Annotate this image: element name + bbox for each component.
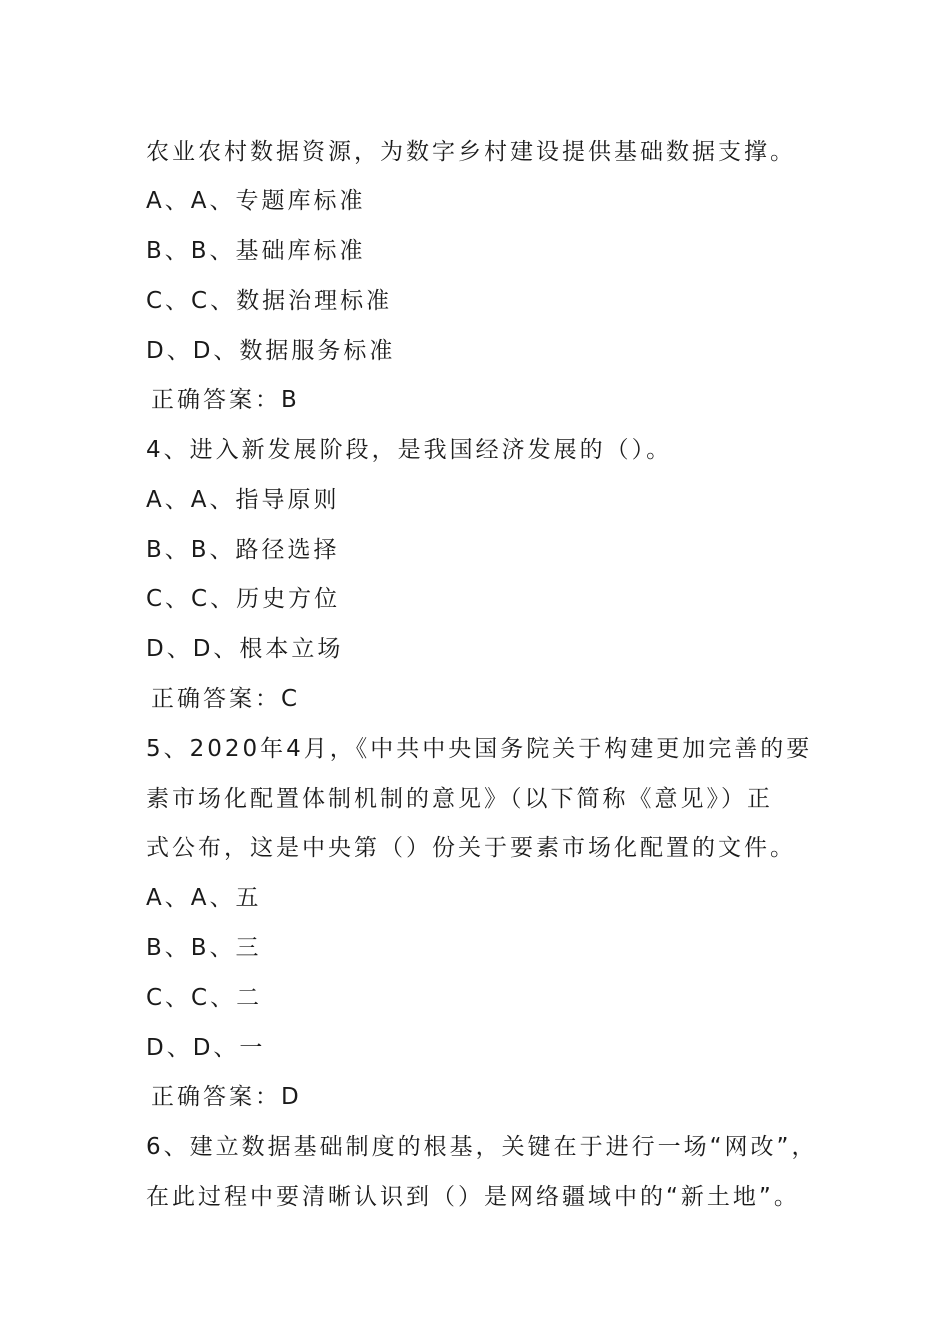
question-line: 式公布，这是中央第（）份关于要素市场化配置的文件。	[146, 835, 796, 861]
option-line: B、B、三	[146, 935, 262, 961]
option-line: B、B、路径选择	[146, 537, 340, 563]
option-line: D、D、一	[146, 1035, 266, 1061]
option-line: A、A、指导原则	[146, 487, 340, 513]
option-line: B、B、基础库标准	[146, 238, 366, 264]
option-line: C、C、数据治理标准	[146, 288, 393, 314]
question-line: 6、建立数据基础制度的根基，关键在于进行一场“网改”，	[146, 1134, 818, 1160]
question-line: 素市场化配置体制机制的意见》（以下简称《意见》）正	[146, 786, 773, 812]
option-line: C、C、历史方位	[146, 586, 341, 612]
answer-line: 正确答案：C	[151, 686, 301, 712]
answer-line: 正确答案：D	[151, 1084, 302, 1110]
text-line: 农业农村数据资源，为数字乡村建设提供基础数据支撑。	[146, 139, 796, 165]
option-line: A、A、五	[146, 885, 262, 911]
option-line: D、D、数据服务标准	[146, 338, 396, 364]
question-line: 5、2020年4月，《中共中央国务院关于构建更加完善的要	[146, 736, 813, 762]
option-line: D、D、根本立场	[146, 636, 344, 662]
question-line: 4、进入新发展阶段，是我国经济发展的（）。	[146, 437, 673, 463]
option-line: C、C、二	[146, 985, 263, 1011]
option-line: A、A、专题库标准	[146, 188, 366, 214]
answer-line: 正确答案：B	[151, 387, 300, 413]
question-line: 在此过程中要清晰认识到（）是网络疆域中的“新土地”。	[146, 1184, 800, 1210]
